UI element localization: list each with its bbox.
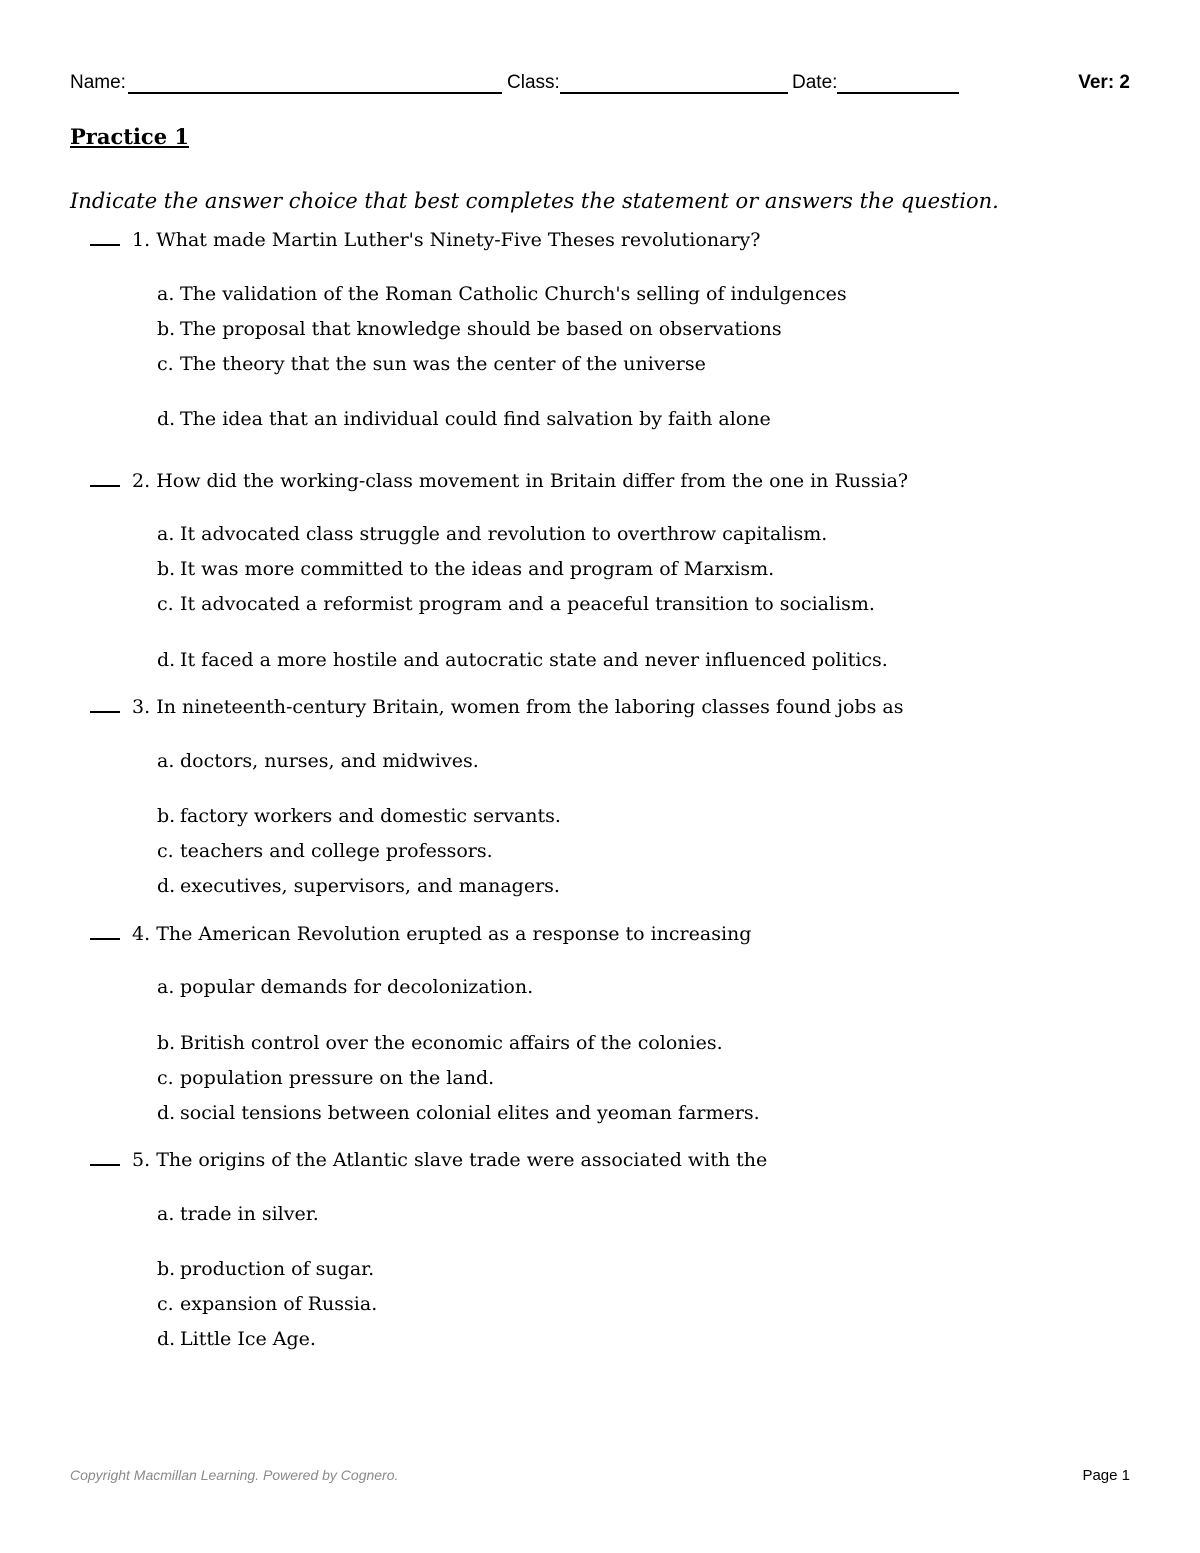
option-letter: d. bbox=[157, 1102, 176, 1124]
option-letter: b. bbox=[157, 1258, 176, 1280]
page-title: Practice 1 bbox=[70, 124, 189, 149]
option-letter: d. bbox=[157, 649, 176, 671]
option-text: production of sugar. bbox=[180, 1258, 375, 1280]
option-2c bbox=[157, 593, 875, 615]
option-1c bbox=[157, 353, 706, 375]
option-letter: c. bbox=[157, 593, 174, 615]
question-text: The origins of the Atlantic slave trade were associated with the bbox=[156, 1149, 768, 1171]
option-4d bbox=[157, 1102, 760, 1124]
option-letter: d. bbox=[157, 1328, 176, 1350]
option-text: It faced a more hostile and autocratic state and never influenced politics. bbox=[180, 649, 888, 671]
answer-blank[interactable] bbox=[90, 469, 120, 487]
option-letter: b. bbox=[157, 805, 176, 827]
option-4b bbox=[157, 1032, 723, 1054]
option-text: The proposal that knowledge should be based on observations bbox=[180, 318, 782, 340]
answer-blank[interactable] bbox=[90, 695, 120, 713]
name-field-line[interactable] bbox=[128, 92, 502, 94]
option-text: factory workers and domestic servants. bbox=[180, 805, 561, 827]
date-label: Date: bbox=[792, 72, 838, 93]
option-text: The theory that the sun was the center of the universe bbox=[180, 353, 706, 375]
option-text: British control over the economic affairs of the colonies. bbox=[180, 1032, 723, 1054]
option-letter: a. bbox=[157, 523, 175, 545]
answer-blank[interactable] bbox=[90, 1148, 120, 1166]
question-number: 4. bbox=[132, 923, 151, 945]
option-text: trade in silver. bbox=[180, 1203, 319, 1225]
option-text: The idea that an individual could find salvation by faith alone bbox=[180, 408, 771, 430]
option-letter: a. bbox=[157, 976, 175, 998]
option-text: executives, supervisors, and managers. bbox=[180, 875, 560, 897]
option-letter: b. bbox=[157, 1032, 176, 1054]
option-letter: a. bbox=[157, 750, 175, 772]
copyright-notice: Copyright Macmillan Learning. Powered by Cognero. bbox=[70, 1467, 399, 1483]
option-5c bbox=[157, 1293, 377, 1315]
question-number: 3. bbox=[132, 696, 151, 718]
option-text: It advocated a reformist program and a peaceful transition to socialism. bbox=[180, 593, 875, 615]
option-2a bbox=[157, 523, 827, 545]
option-text: population pressure on the land. bbox=[180, 1067, 495, 1089]
worksheet-header bbox=[70, 72, 1130, 98]
class-field-line[interactable] bbox=[560, 92, 788, 94]
question-text: How did the working-class movement in Britain differ from the one in Russia? bbox=[156, 470, 909, 492]
question-5 bbox=[90, 1148, 767, 1171]
question-text: What made Martin Luther's Ninety-Five Theses revolutionary? bbox=[156, 229, 761, 251]
option-3c bbox=[157, 840, 493, 862]
option-text: Little Ice Age. bbox=[180, 1328, 316, 1350]
option-3d bbox=[157, 875, 560, 897]
option-4c bbox=[157, 1067, 494, 1089]
question-2 bbox=[90, 469, 908, 492]
option-letter: a. bbox=[157, 283, 175, 305]
option-3a bbox=[157, 750, 479, 772]
option-text: expansion of Russia. bbox=[180, 1293, 378, 1315]
option-4a bbox=[157, 976, 533, 998]
option-letter: b. bbox=[157, 558, 176, 580]
version-label: Ver: 2 bbox=[1078, 72, 1130, 93]
name-label: Name: bbox=[70, 72, 126, 93]
option-letter: c. bbox=[157, 1067, 174, 1089]
option-text: The validation of the Roman Catholic Church's selling of indulgences bbox=[180, 283, 847, 305]
question-3 bbox=[90, 695, 903, 718]
question-text: The American Revolution erupted as a response to increasing bbox=[156, 923, 752, 945]
option-letter: d. bbox=[157, 875, 176, 897]
option-1a bbox=[157, 283, 847, 305]
option-5b bbox=[157, 1258, 374, 1280]
question-1 bbox=[90, 228, 760, 251]
answer-blank[interactable] bbox=[90, 228, 120, 246]
class-label: Class: bbox=[507, 72, 560, 93]
question-number: 2. bbox=[132, 470, 151, 492]
date-field-line[interactable] bbox=[837, 92, 959, 94]
option-text: social tensions between colonial elites and yeoman farmers. bbox=[180, 1102, 760, 1124]
option-letter: b. bbox=[157, 318, 176, 340]
option-3b bbox=[157, 805, 561, 827]
answer-blank[interactable] bbox=[90, 922, 120, 940]
question-4 bbox=[90, 922, 751, 945]
page-number: Page 1 bbox=[1082, 1467, 1130, 1484]
question-number: 1. bbox=[132, 229, 151, 251]
option-text: teachers and college professors. bbox=[180, 840, 493, 862]
option-text: It was more committed to the ideas and program of Marxism. bbox=[180, 558, 775, 580]
option-text: popular demands for decolonization. bbox=[180, 976, 534, 998]
option-2d bbox=[157, 649, 888, 671]
option-text: doctors, nurses, and midwives. bbox=[180, 750, 479, 772]
option-5d bbox=[157, 1328, 316, 1350]
option-letter: d. bbox=[157, 408, 176, 430]
question-number: 5. bbox=[132, 1149, 151, 1171]
option-5a bbox=[157, 1203, 319, 1225]
option-letter: c. bbox=[157, 353, 174, 375]
option-2b bbox=[157, 558, 774, 580]
option-1d bbox=[157, 408, 771, 430]
option-text: It advocated class struggle and revolution to overthrow capitalism. bbox=[180, 523, 828, 545]
question-text: In nineteenth-century Britain, women from the laboring classes found jobs as bbox=[156, 696, 904, 718]
option-letter: a. bbox=[157, 1203, 175, 1225]
option-1b bbox=[157, 318, 782, 340]
instructions: Indicate the answer choice that best completes the statement or answers the question. bbox=[70, 189, 999, 213]
option-letter: c. bbox=[157, 1293, 174, 1315]
option-letter: c. bbox=[157, 840, 174, 862]
